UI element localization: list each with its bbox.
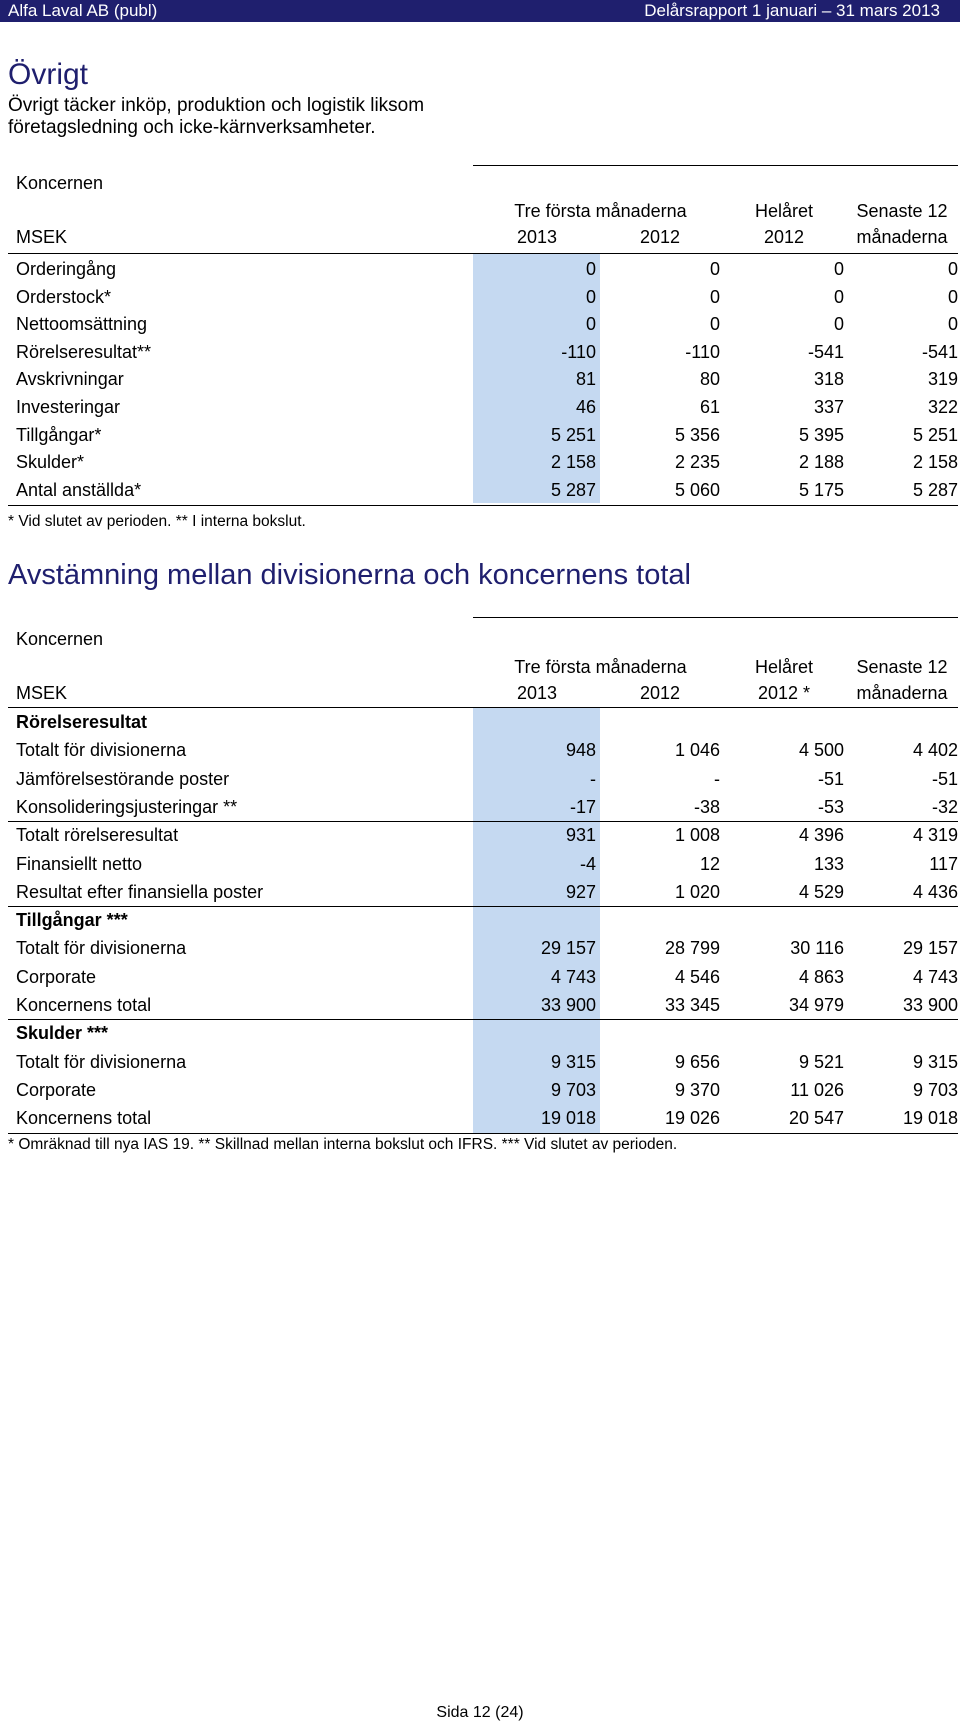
cell-value: 5 251 [550,424,596,445]
cell-value: 9 521 [798,1051,844,1072]
cell-value: 0 [585,314,596,335]
row-label: Orderstock* [16,286,112,307]
header-2013: 2013 [516,683,558,703]
cell-value: 9 656 [674,1051,720,1072]
table-row [8,850,958,878]
cell-value: 5 251 [912,424,958,445]
cell-value: 0 [947,314,958,335]
row-label: Investeringar [16,397,121,417]
table-row [8,1048,958,1076]
cell-value: 30 116 [790,938,844,959]
table-top-rule [473,617,958,618]
header-2012-year: 2012 [763,227,805,247]
cell-value: -4 [579,853,596,874]
cell-value: 33 900 [540,995,596,1015]
cell-value: 1 046 [674,740,720,761]
cell-value: 9 703 [550,1079,596,1100]
cell-value: 4 396 [798,825,844,846]
row-label: Koncernens total [16,1108,152,1129]
cell-value: 5 287 [912,479,958,500]
cell-value: 5 175 [798,479,844,500]
table-row [8,310,958,338]
cell-value: 319 [927,369,958,390]
cell-value: 0 [585,259,596,279]
row-label: Totalt rörelseresultat [16,825,179,846]
table-row [8,821,958,849]
row-group-heading: Tillgångar *** [16,910,128,931]
table-row [8,255,958,283]
table-row [8,1019,958,1047]
section-title-ovrigt: Övrigt [8,58,89,91]
cell-value: 948 [565,740,596,761]
cell-value: 0 [709,286,720,307]
row-rule [8,1133,958,1134]
cell-value: 11 026 [790,1079,844,1100]
header-last12-b: månaderna [856,683,948,703]
cell-value: 34 979 [788,995,844,1015]
cell-value: 2 235 [674,452,720,473]
section-title-avstamning: Avstämning mellan divisionerna och koncernens total [8,559,691,591]
cell-value: 9 370 [674,1079,720,1100]
table-row [8,991,958,1019]
cell-value: 4 529 [798,881,844,902]
cell-value: 0 [833,286,844,307]
table-row [8,906,958,934]
cell-value: 2 158 [550,452,596,473]
row-label: Nettoomsättning [16,314,148,335]
cell-value: 4 402 [912,740,958,761]
row-rule [8,821,958,822]
unit-label: MSEK [16,227,68,247]
cell-value: 4 743 [912,966,958,987]
table-row [8,1104,958,1132]
row-label: Antal anställda* [16,479,142,500]
group-label: Koncernen [16,173,104,193]
cell-value: -53 [817,796,844,817]
cell-value: 4 500 [798,740,844,761]
table-row [8,365,958,393]
row-rule [8,906,958,907]
cell-value: -17 [569,796,596,817]
cell-value: 9 315 [912,1051,958,1072]
cell-value: -32 [931,796,958,817]
row-label: Skulder* [16,452,85,473]
cell-value: 2 158 [912,452,958,473]
cell-value: 19 026 [664,1108,720,1129]
cell-value: 9 703 [912,1079,958,1100]
cell-value: 20 547 [788,1108,844,1129]
row-label: Tillgångar* [16,424,102,445]
row-label: Rörelseresultat** [16,341,152,362]
cell-value: 5 395 [798,424,844,445]
cell-value: 19 018 [902,1108,958,1129]
table-row [8,1076,958,1104]
cell-value: 931 [565,825,596,846]
cell-value: 4 319 [912,825,958,846]
cell-value: 33 345 [664,995,720,1015]
cell-value: 80 [699,369,720,390]
cell-value: 46 [575,397,596,417]
page-header [0,0,960,22]
intro-line-1: Övrigt täcker inköp, produktion och logistik liksom [8,95,425,116]
header-2012-year: 2012 * [757,683,811,703]
row-label: Resultat efter finansiella poster [16,881,264,902]
cell-value: 322 [927,397,958,417]
header-year: Helåret [754,201,814,221]
row-label: Totalt för divisionerna [16,1051,187,1072]
cell-value: 2 188 [798,452,844,473]
table-top-rule [473,165,958,166]
header-year: Helåret [754,657,814,677]
ovrigt-table [8,165,958,505]
cell-value: 4 546 [674,966,720,987]
cell-value: 0 [947,259,958,279]
group-label: Koncernen [16,629,104,649]
row-label: Corporate [16,1079,97,1100]
cell-value: 5 287 [550,479,596,500]
row-rule [8,1019,958,1020]
cell-value: -541 [921,341,958,362]
cell-value: - [714,768,720,789]
cell-value: 0 [833,259,844,279]
report-title: Delårsrapport 1 januari – 31 mars 2013 [644,1,940,20]
header-last12: Senaste 12 [856,657,948,677]
cell-value: 5 060 [674,479,720,500]
cell-value: -541 [807,341,844,362]
table-row [8,963,958,991]
cell-value: 1 020 [674,881,720,902]
cell-value: 133 [813,853,844,874]
cell-value: 0 [585,286,596,307]
cell-value: 29 157 [902,938,958,959]
cell-value: 0 [947,286,958,307]
cell-value: 81 [575,369,596,390]
cell-value: 9 315 [550,1051,596,1072]
table-row [8,476,958,504]
avstamning-table [8,617,958,1137]
header-rule [8,253,958,254]
row-label: Corporate [16,966,97,987]
table-row [8,283,958,311]
row-label: Jämförelsestörande poster [16,768,230,789]
table-row [8,878,958,906]
header-2012: 2012 [639,683,681,703]
table-row [8,448,958,476]
table-row [8,736,958,764]
cell-value: 19 018 [540,1108,596,1129]
cell-value: 4 436 [912,881,958,902]
unit-label: MSEK [16,683,68,703]
row-label: Konsolideringsjusteringar ** [16,796,238,817]
page-number: Sida 12 (24) [436,1704,524,1721]
row-group-heading: Rörelseresultat [16,712,148,732]
header-period: Tre första månaderna [514,201,687,221]
cell-value: 318 [813,369,844,390]
cell-value: 0 [709,259,720,279]
table-row [8,708,958,736]
row-label: Koncernens total [16,995,152,1015]
cell-value: 927 [565,881,596,902]
cell-value: 28 799 [664,938,720,959]
row-label: Avskrivningar [16,369,124,390]
company-name: Alfa Laval AB (publ) [8,1,158,20]
table-row [8,793,958,821]
table-row [8,421,958,449]
cell-value: 12 [699,853,720,874]
cell-value: 337 [813,397,844,417]
cell-value: 29 157 [540,938,596,959]
cell-value: 0 [709,314,720,335]
cell-value: 117 [929,853,958,874]
cell-value: - [590,768,596,789]
row-label: Finansiellt netto [16,853,143,874]
cell-value: -51 [817,768,844,789]
cell-value: 0 [833,314,844,335]
intro-line-2: företagsledning och icke-kärnverksamheter. [8,117,376,138]
cell-value: 4 863 [798,966,844,987]
row-label: Totalt för divisionerna [16,740,187,761]
table-row [8,765,958,793]
row-label: Orderingång [16,259,117,279]
cell-value: 33 900 [902,995,958,1015]
footnote-avstamning: * Omräknad till nya IAS 19. ** Skillnad mellan interna bokslut och IFRS. *** Vid slutet av perioden. [8,1136,678,1153]
table-row [8,393,958,421]
cell-value: -51 [931,768,958,789]
header-2013: 2013 [516,227,558,247]
cell-value: -110 [685,341,720,362]
header-last12: Senaste 12 [856,201,948,221]
header-2012: 2012 [639,227,681,247]
table-row [8,934,958,962]
table-row [8,338,958,366]
cell-value: -38 [693,796,720,817]
cell-value: -110 [561,341,596,362]
footnote-ovrigt: * Vid slutet av perioden. ** I interna bokslut. [8,513,306,530]
header-period: Tre första månaderna [514,657,687,677]
row-group-heading: Skulder *** [16,1023,109,1044]
row-label: Totalt för divisionerna [16,938,187,959]
cell-value: 5 356 [674,424,720,445]
cell-value: 61 [699,397,720,417]
table-bottom-rule [8,505,958,506]
cell-value: 4 743 [550,966,596,987]
header-last12-b: månaderna [856,227,948,247]
cell-value: 1 008 [674,825,720,846]
